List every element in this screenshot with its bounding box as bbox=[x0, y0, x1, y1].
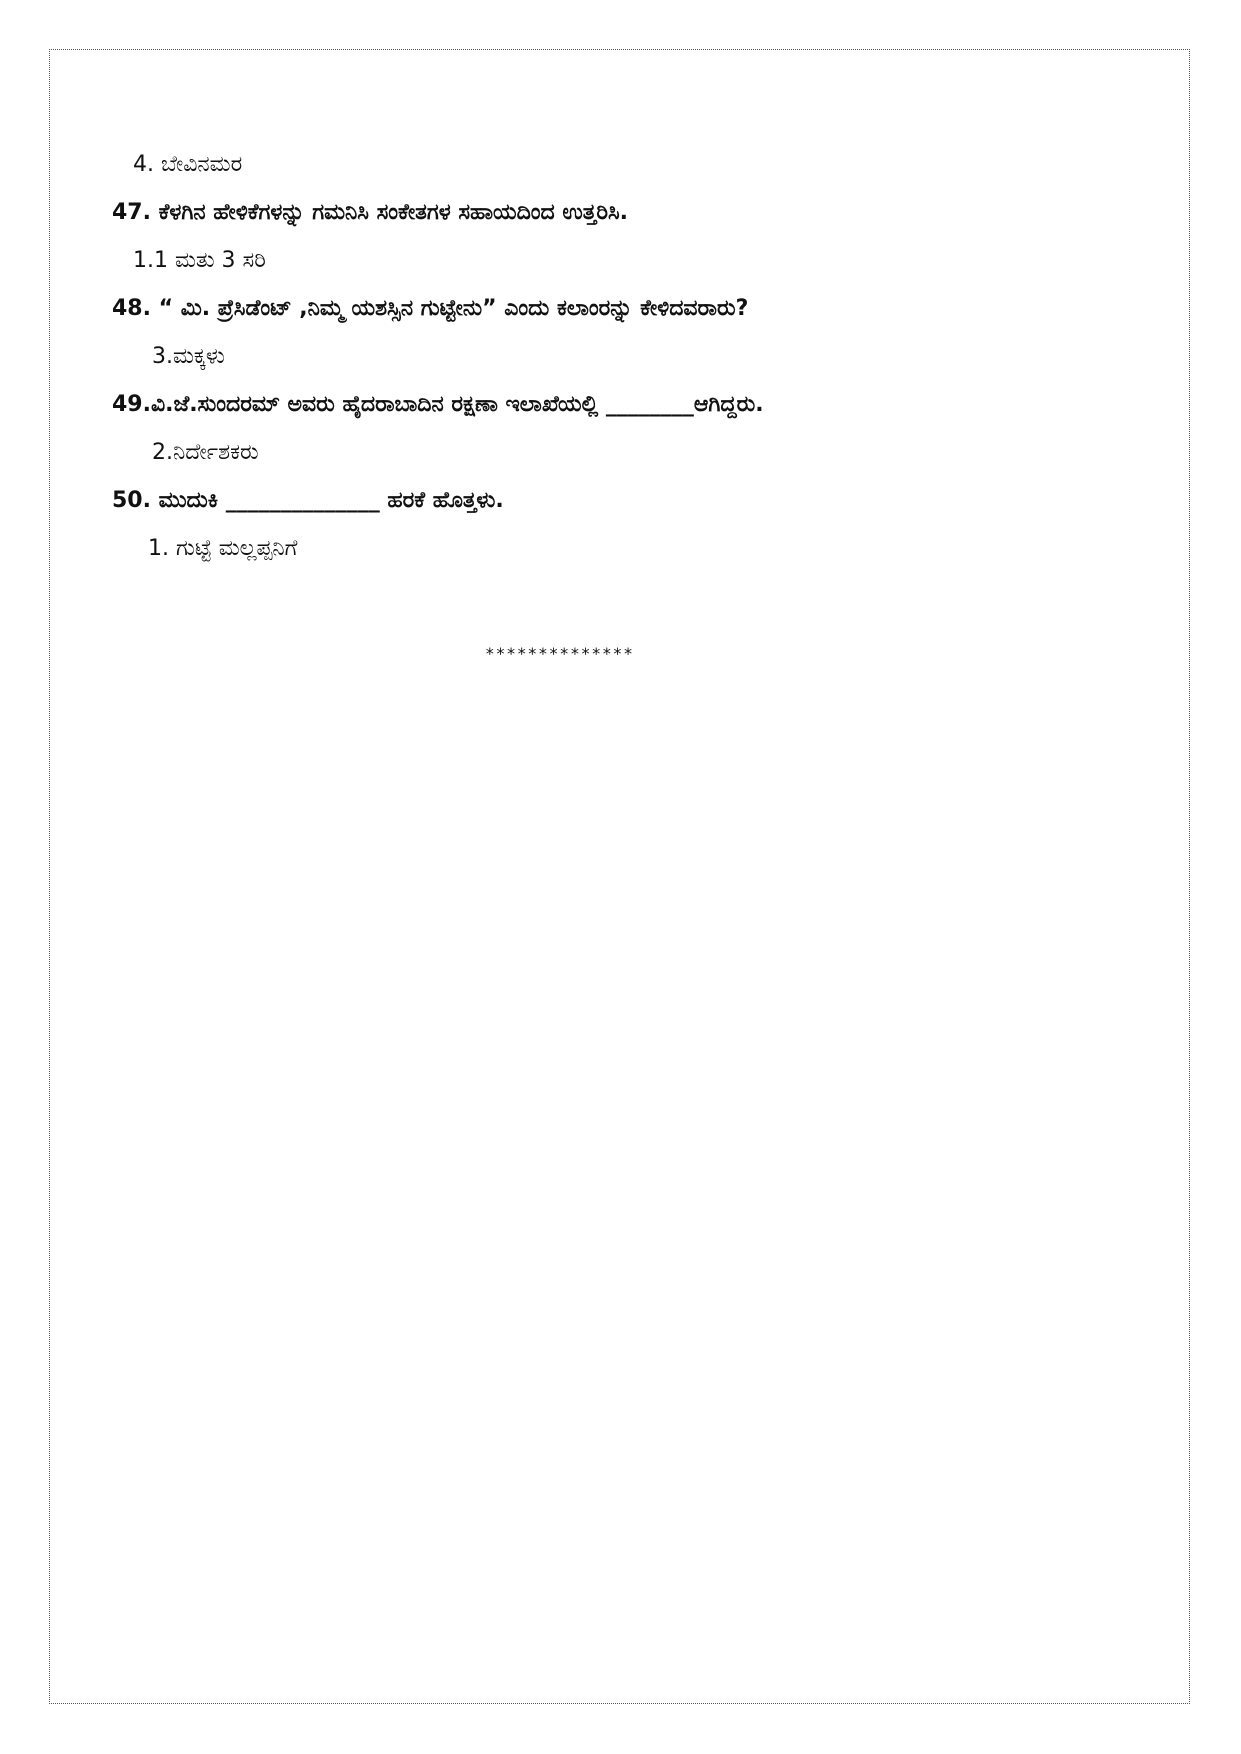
question-text: ವಿ.ಜೆ.ಸುಂದರಮ್ ಅವರು ಹೈದರಾಬಾದಿನ ರಕ್ಷಣಾ ಇಲಾಖೆಯಲ್ಲಿ ________ಆಗಿದ್ದರು. bbox=[150, 392, 764, 417]
answer-46-option: 4. ಬೇವಿನಮರ bbox=[133, 152, 243, 177]
question-text: ಕೆಳಗಿನ ಹೇಳಿಕೆಗಳನ್ನು ಗಮನಿಸಿ ಸಂಕೇತಗಳ ಸಹಾಯದಿಂದ ಉತ್ತರಿಸಿ. bbox=[150, 200, 628, 225]
question-number: 47. bbox=[112, 200, 151, 225]
end-of-section-stars: ************** bbox=[485, 644, 634, 663]
answer-49-option: 2.ನಿರ್ದೇಶಕರು bbox=[152, 440, 259, 465]
question-text: ಮುದುಕಿ ______________ ಹರಕೆ ಹೊತ್ತಳು. bbox=[150, 488, 504, 513]
question-50 bbox=[112, 486, 504, 516]
question-number: 50. bbox=[112, 488, 151, 513]
question-47 bbox=[112, 198, 628, 228]
question-48 bbox=[112, 294, 748, 324]
question-49 bbox=[112, 390, 764, 420]
answer-48-option: 3.ಮಕ್ಕಳು bbox=[152, 344, 225, 369]
question-number: 48. bbox=[112, 296, 151, 321]
question-number: 49. bbox=[112, 392, 151, 417]
answer-50-option: 1. ಗುಟ್ಟೆ ಮಲ್ಲಪ್ಪನಿಗೆ bbox=[148, 536, 298, 561]
question-text: “ ಮಿ. ಪ್ರೆಸಿಡೆಂಟ್ ,ನಿಮ್ಮ ಯಶಸ್ಸಿನ ಗುಟ್ಟೇನು” ಎಂದು ಕಲಾಂರನ್ನು ಕೇಳಿದವರಾರು? bbox=[150, 296, 749, 321]
answer-47-option: 1.1 ಮತು 3 ಸರಿ bbox=[133, 248, 266, 273]
